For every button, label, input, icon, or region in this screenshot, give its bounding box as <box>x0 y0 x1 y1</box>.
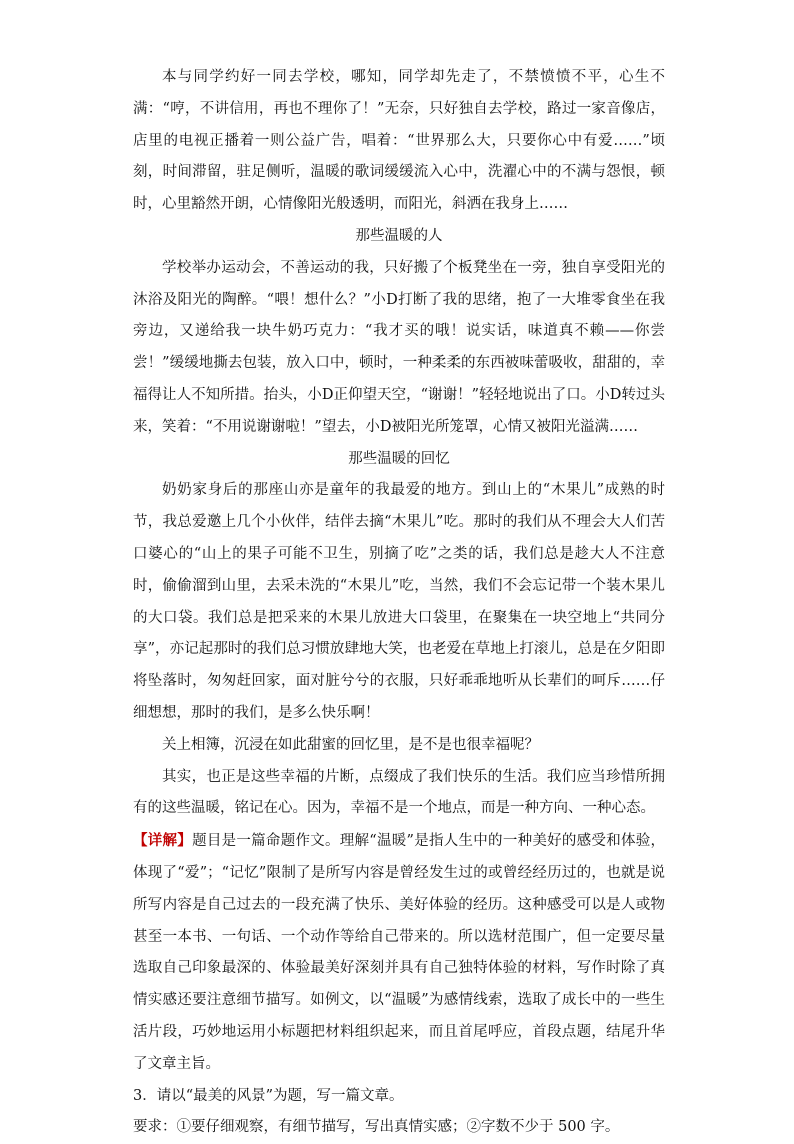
essay-paragraph-4: 关上相簿，沉浸在如此甜蜜的回忆里，是不是也很幸福呢？ <box>162 736 539 753</box>
essay-paragraph-2: 学校举办运动会，不善运动的我，只好搬了个板凳坐在一旁，独自享受阳光的沐浴及阳光的陶醉。“喂！想什么？”小D打断了我的思绪，抱了一大堆零食坐在我旁边，又递给我一块牛奶巧克力：“我才买的哦！说实话，味道真不赖——你尝尝！”缓缓地撕去包装，放入口中，顿时，一种柔柔的东西被味蕾吸收，甜甜的，幸福得让人不知所措。抬头，小D正仰望天空，“谢谢！”轻轻地说出了口。小D转过头来，笑着：“不用说谢谢啦！”望去，小D被阳光所笼罩，心情又被阳光溢满…… <box>133 259 665 435</box>
essay-paragraph-5: 其实，也正是这些幸福的片断，点缀成了我们快乐的生活。我们应当珍惜所拥有的这些温暖，铭记在心。因为，幸福不是一个地点，而是一种方向、一种心态。 <box>133 768 665 817</box>
section-heading-memories: 那些温暖的回忆 <box>348 450 450 467</box>
section-heading-people: 那些温暖的人 <box>355 227 443 244</box>
essay-paragraph-1: 本与同学约好一同去学校，哪知，同学却先走了，不禁愤愤不平，心生不满：“哼，不讲信用，再也不理你了！”无奈，只好独自去学校，路过一家音像店，店里的电视正播着一则公益广告，唱着：“世界那么大，只要你心中有爱……”顷刻，时间滞留，驻足侧听，温暖的歌词缓缓流入心中，洗濯心中的不满与怨恨，顿时，心里豁然开朗，心情像阳光般透明，而阳光，斜洒在我身上…… <box>133 69 665 213</box>
document-page <box>133 62 665 1144</box>
essay-paragraph-3: 奶奶家身后的那座山亦是童年的我最爱的地方。到山上的“木果儿”成熟的时节，我总爱邀上几个小伙伴，结伴去摘“木果儿”吃。那时的我们从不理会大人们苦口婆心的“山上的果子可能不卫生，别摘了吃”之类的话，我们总是趁大人不注意时，偷偷溜到山里，去采未洗的“木果儿”吃，当然，我们不会忘记带一个装木果儿的大口袋。我们总是把采来的木果儿放进大口袋里，在聚集在一块空地上“共同分享”，亦记起那时的我们总习惯放肆地大笑，也老爱在草地上打滚儿，总是在夕阳即将坠落时，匆匆赶回家，面对脏兮兮的衣服，只好乖乖地听从长辈们的呵斥……仔细想想，那时的我们，是多么快乐啊！ <box>133 482 665 721</box>
question-3: 3．请以“最美的风景”为题，写一篇文章。 <box>133 1087 404 1104</box>
question-3-requirements: 要求：①要仔细观察，有细节描写，写出真情实感；②字数不少于 500 字。 <box>133 1119 620 1136</box>
detail-analysis <box>133 825 665 1080</box>
detail-tag: 【详解】 <box>133 832 193 850</box>
detail-text: 题目是一篇命题作文。理解“温暖”是指人生中的一种美好的感受和体验，体现了“爱”；“记忆”限制了是所写内容是曾经发生过的或曾经经历过的，也就是说所写内容是自己过去的一段充满了快乐、美好体验的经历。这种感受可以是人或物甚至一本书、一句话、一个动作等给自己带来的。所以选材范围广，但一定要尽量选取自己印象最深的、体验最美好深刻并具有自己独特体验的材料，写作时除了真情实感还要注意细节描写。如例文，以“温暖”为感情线索，选取了成长中的一些生活片段，巧妙地运用小标题把材料组织起来，而且首尾呼应，首段点题，结尾升华了文章主旨。 <box>133 833 665 1072</box>
